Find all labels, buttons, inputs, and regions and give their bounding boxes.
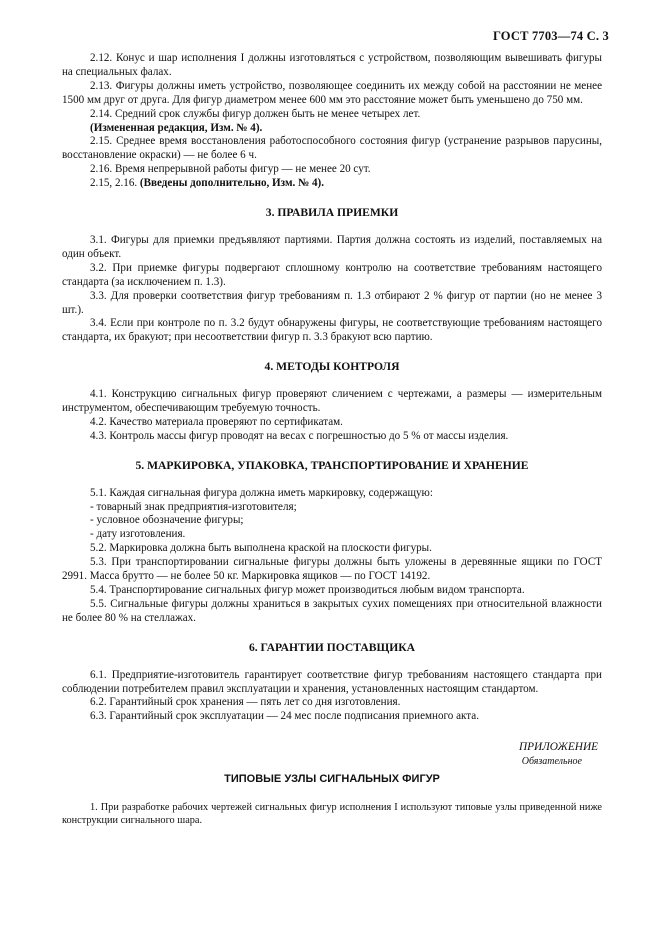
clause-2-13: 2.13. Фигуры должны иметь устройство, позволяющее соединить их между собой на расстоянии не менее 1500 мм друг от друга. Для фигур диаметром менее 600 мм это расстояние может быть уменьшено до 750 мм. <box>62 79 602 106</box>
section-6-title: 6. ГАРАНТИИ ПОСТАВЩИКА <box>248 640 416 654</box>
clause-5-4: 5.4. Транспортирование сигнальных фигур может производиться любым видом транспорта. <box>90 584 525 596</box>
clause-3-2: 3.2. При приемке фигуры подвергают сплошному контролю на соответствие требованиям настоящего стандарта (за исключением п. 1.3). <box>62 261 602 288</box>
amendment-prefix: 2.15, 2.16. <box>90 177 140 190</box>
clause-4-2: 4.2. Качество материала проверяют по сертификатам. <box>90 415 343 428</box>
appendix-label-block <box>62 741 602 769</box>
amendment-note-2 <box>62 177 602 191</box>
section-3-title: 3. ПРАВИЛА ПРИЕМКИ <box>265 206 399 220</box>
clause-5-2: 5.2. Маркировка должна быть выполнена краской на плоскости фигуры. <box>90 542 432 555</box>
clause-6-1: 6.1. Предприятие-изготовитель гарантирует соответствие фигур требованиям настоящего стандарта при соблюдении потребителем правил эксплуатации и хранения, установленных настоящим стандартом. <box>62 668 602 695</box>
clause-6-2: 6.2. Гарантийный срок хранения — пять лет со дня изготовления. <box>90 696 401 709</box>
clause-2-16: 2.16. Время непрерывной работы фигур — не менее 20 сут. <box>90 163 371 176</box>
section-6-body <box>62 669 602 725</box>
section-4-title: 4. МЕТОДЫ КОНТРОЛЯ <box>264 360 400 374</box>
list-item-trademark: - товарный знак предприятия-изготовителя; <box>90 500 297 513</box>
list-item-designation: - условное обозначение фигуры; <box>90 514 244 527</box>
clause-4-3: 4.3. Контроль массы фигур проводят на весах с погрешностью до 5 % от массы изделия. <box>90 429 509 442</box>
amendment-bold: (Введены дополнительно, Изм. № 4). <box>139 177 325 190</box>
appendix-label: ПРИЛОЖЕНИЕ <box>518 741 598 754</box>
appendix-clause-1: 1. При разработке рабочих чертежей сигнальных фигур исполнения I используют типовые узлы приведенной ниже конструкции сигнального шара. <box>62 801 602 827</box>
section-4-body <box>62 388 602 444</box>
section-5-title: 5. МАРКИРОВКА, УПАКОВКА, ТРАНСПОРТИРОВАНИЕ И ХРАНЕНИЕ <box>135 458 529 472</box>
clause-3-3: 3.3. Для проверки соответствия фигур требованиям п. 1.3 отбирают 2 % фигур от партии (но не менее 3 шт.). <box>62 289 602 316</box>
appendix-title: ТИПОВЫЕ УЗЛЫ СИГНАЛЬНЫХ ФИГУР <box>224 773 440 786</box>
document-body <box>62 52 602 828</box>
clause-3-4: 3.4. Если при контроле по п. 3.2 будут обнаружены фигуры, не соответствующие требованиям настоящего стандарта, их бракуют; при несоответствии фигур п. 3.3 бракуют всю партию. <box>62 317 602 344</box>
clause-3-1: 3.1. Фигуры для приемки предъявляют партиями. Партия должна состоять из изделий, поставляемых на один объект. <box>62 233 602 260</box>
amendment-note: (Измененная редакция, Изм. № 4). <box>90 121 263 134</box>
page-header: ГОСТ 7703—74 С. 3 <box>492 29 609 43</box>
clause-5-1: 5.1. Каждая сигнальная фигура должна иметь маркировку, содержащую: <box>90 486 433 499</box>
section-3-body <box>62 234 602 345</box>
clause-5-3: 5.3. При транспортировании сигнальные фигуры должны быть уложены в деревянные ящики по ГОСТ 2991. Масса брутто — не более 50 кг. Маркировка ящиков — по ГОСТ 14192. <box>62 556 602 583</box>
clause-5-5: 5.5. Сигнальные фигуры должны храниться в закрытых сухих помещениях при относительной влажности не более 80 % на стеллажах. <box>62 597 602 624</box>
clause-2-15: 2.15. Среднее время восстановления работоспособного состояния фигур (устранение разрывов парусины, восстановление окраски) — не более 6 ч. <box>62 135 602 162</box>
appendix-sublabel: Обязательное <box>521 756 582 768</box>
clause-4-1: 4.1. Конструкцию сигнальных фигур проверяют сличением с чертежами, а размеры — измерительным инструментом, обеспечивающим требуемую точность. <box>62 388 602 415</box>
section-5-body <box>62 487 602 626</box>
clause-2-14: 2.14. Средний срок службы фигур должен быть не менее четырех лет. <box>90 107 421 120</box>
section-2-continuation <box>62 52 602 191</box>
clause-2-12: 2.12. Конус и шар исполнения I должны изготовляться с устройством, позволяющим вывешивать фигуры на специальных фалах. <box>62 52 602 78</box>
clause-6-3: 6.3. Гарантийный срок эксплуатации — 24 мес после подписания приемного акта. <box>90 710 479 723</box>
list-item-date: - дату изготовления. <box>90 528 186 541</box>
